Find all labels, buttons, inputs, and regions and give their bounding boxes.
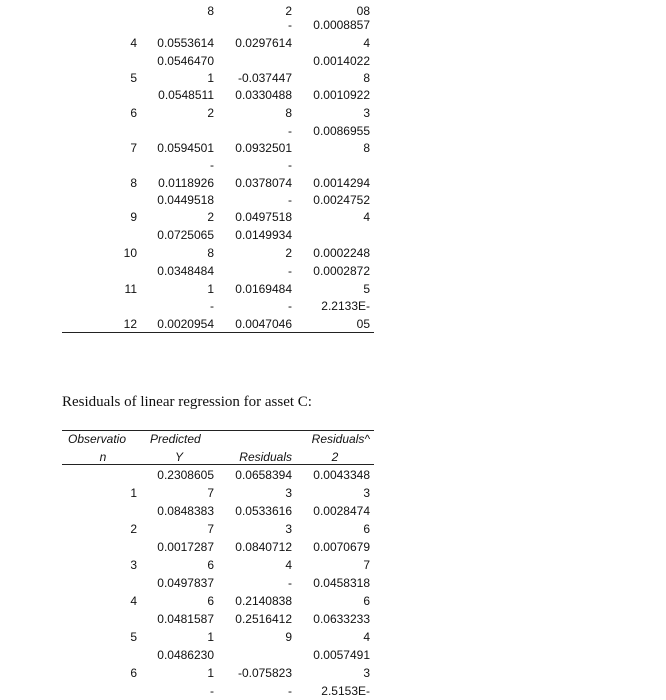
table-cell-observation: 5	[130, 630, 137, 644]
table-cell-residual-squared: 6	[363, 522, 370, 536]
table-top-rule	[62, 430, 374, 431]
header-observation-line1: Observatio	[68, 432, 127, 446]
table-cell-predicted-y: 1	[207, 630, 214, 644]
table-cell-residual: -	[288, 264, 292, 278]
table-cell-observation: 4	[130, 594, 137, 608]
table-cell-observation: 5	[130, 71, 137, 85]
table-cell-observation: 12	[123, 317, 137, 331]
table-cell-predicted-y: 6	[207, 594, 214, 608]
table-cell-residual-squared: 5	[363, 282, 370, 296]
header-observation-line2: n	[99, 450, 107, 464]
table-cell-residual: -	[288, 299, 292, 313]
table-cell-residual-squared: 3	[363, 666, 370, 680]
table-cell-predicted-y: -	[210, 684, 214, 698]
table-cell-predicted-y: 0.2308605	[157, 468, 214, 482]
table-cell-residual: 0.0533616	[235, 504, 292, 518]
table-cell-predicted-y: 6	[207, 558, 214, 572]
table-cell-residual: -	[288, 18, 292, 32]
table-cell-residual: -	[288, 576, 292, 590]
header-residuals-squared-line1: Residuals^	[311, 432, 370, 446]
table-cell-predicted-y: 1	[207, 666, 214, 680]
table-cell-residual: 0.0149934	[235, 228, 292, 242]
table-cell-residual-squared: 8	[363, 71, 370, 85]
asset-c-caption: Residuals of linear regression for asset C:	[62, 394, 312, 410]
table-cell-residual: 9	[285, 630, 292, 644]
table-cell-residual-squared: 7	[363, 558, 370, 572]
header-residuals-squared-line2: 2	[331, 450, 339, 464]
table-cell-predicted-y: 0.0497837	[157, 576, 214, 590]
table-cell-observation: 10	[123, 246, 137, 260]
table-cell-residual-squared: 2.2133E-	[321, 299, 370, 313]
table-cell-observation: 8	[130, 176, 137, 190]
table-cell-residual: 0.0169484	[235, 282, 292, 296]
table-cell-residual: 0.0658394	[235, 468, 292, 482]
header-residuals: Residuals	[239, 450, 292, 464]
table-cell-residual: 4	[285, 558, 292, 572]
table-cell-observation: 3	[130, 558, 137, 572]
table-cell-residual-squared: 4	[363, 630, 370, 644]
table-cell-residual-squared: 0.0002248	[313, 246, 370, 260]
table-cell-observation: 6	[130, 666, 137, 680]
table-cell-predicted-y: -	[210, 158, 214, 172]
table-cell-predicted-y: -	[210, 299, 214, 313]
table-cell-residual: -	[288, 158, 292, 172]
table-cell-observation: 11	[124, 282, 137, 296]
table-cell-predicted-y: 7	[207, 522, 214, 536]
table-cell-residual: 0.0497518	[235, 210, 292, 224]
table-cell-residual-squared: 0.0010922	[313, 88, 370, 102]
table-cell-predicted-y: 2	[207, 106, 214, 120]
table-cell-residual-squared: 0.0633233	[313, 612, 370, 626]
table-cell-residual-squared: 4	[363, 210, 370, 224]
table-cell-predicted-y: 0.0546470	[157, 54, 214, 68]
table-cell-observation: 6	[130, 106, 137, 120]
table-cell-predicted-y: 0.0486230	[157, 648, 214, 662]
table-cell-residual: -	[288, 124, 292, 138]
table-cell-residual: -0.037447	[237, 71, 292, 85]
table-cell-residual-squared: 0.0057491	[313, 648, 370, 662]
table-cell-residual-squared: 0.0014294	[313, 176, 370, 190]
table-cell-predicted-y: 0.0594501	[157, 141, 214, 155]
table-cell-residual: 0.0840712	[235, 540, 292, 554]
table-cell-residual: -	[288, 684, 292, 698]
table-cell-residual-squared: 2.5153E-	[321, 684, 370, 698]
table-header-rule	[62, 464, 374, 465]
table-cell-residual-squared: 08	[356, 4, 370, 18]
table-cell-predicted-y: 7	[207, 486, 214, 500]
table-cell-predicted-y: 1	[207, 71, 214, 85]
table-cell-predicted-y: 0.0481587	[157, 612, 214, 626]
table-cell-residual: -	[288, 193, 292, 207]
table-cell-residual-squared: 6	[363, 594, 370, 608]
table-cell-residual-squared: 05	[356, 317, 370, 331]
table-cell-predicted-y: 0.0449518	[157, 193, 214, 207]
table-cell-predicted-y: 8	[207, 4, 214, 18]
table-cell-residual-squared: 0.0043348	[313, 468, 370, 482]
table-cell-predicted-y: 0.0725065	[157, 228, 214, 242]
table-cell-residual: 0.2140838	[235, 594, 292, 608]
table-cell-residual: 0.0297614	[235, 36, 292, 50]
table-cell-residual-squared: 0.0028474	[313, 504, 370, 518]
table-cell-residual: 3	[285, 522, 292, 536]
table-cell-residual: -0.075823	[237, 666, 292, 680]
table-cell-predicted-y: 0.0017287	[157, 540, 214, 554]
table-cell-residual-squared: 3	[363, 486, 370, 500]
table-cell-predicted-y: 0.0348484	[157, 264, 214, 278]
table-cell-observation: 7	[130, 141, 137, 155]
table-cell-residual-squared: 3	[363, 106, 370, 120]
table-cell-observation: 4	[130, 36, 137, 50]
table-cell-predicted-y: 0.0548511	[158, 88, 214, 102]
table-cell-residual-squared: 0.0008857	[313, 18, 370, 32]
table-cell-residual: 2	[285, 4, 292, 18]
table-cell-residual: 0.0378074	[235, 176, 292, 190]
header-predicted-line1: Predicted	[150, 432, 201, 446]
table-cell-residual-squared: 0.0002872	[313, 264, 370, 278]
table-cell-predicted-y: 0.0553614	[157, 36, 214, 50]
table-cell-residual: 0.0932501	[235, 141, 292, 155]
table-cell-residual: 3	[285, 486, 292, 500]
table-cell-predicted-y: 2	[207, 210, 214, 224]
table-cell-residual-squared: 0.0070679	[313, 540, 370, 554]
table-cell-residual: 0.0047046	[235, 317, 292, 331]
table-cell-observation: 1	[130, 486, 137, 500]
table-cell-observation: 9	[130, 210, 137, 224]
table-cell-residual: 2	[285, 246, 292, 260]
table-cell-residual-squared: 4	[363, 36, 370, 50]
table-cell-predicted-y: 0.0020954	[157, 317, 214, 331]
table-bottom-rule	[62, 332, 374, 333]
table-cell-predicted-y: 0.0848383	[157, 504, 214, 518]
table-cell-predicted-y: 1	[207, 282, 214, 296]
table-cell-residual-squared: 0.0024752	[313, 193, 370, 207]
table-cell-predicted-y: 8	[207, 246, 214, 260]
table-cell-residual-squared: 0.0014022	[313, 54, 370, 68]
table-cell-residual: 0.0330488	[235, 88, 292, 102]
header-predicted-line2: Y	[174, 450, 183, 464]
table-cell-residual-squared: 0.0086955	[313, 124, 370, 138]
table-cell-residual-squared: 8	[363, 141, 370, 155]
table-cell-observation: 2	[130, 522, 137, 536]
table-cell-residual-squared: 0.0458318	[313, 576, 370, 590]
table-cell-predicted-y: 0.0118926	[158, 176, 214, 190]
table-cell-residual: 0.2516412	[235, 612, 292, 626]
table-cell-residual: 8	[285, 106, 292, 120]
